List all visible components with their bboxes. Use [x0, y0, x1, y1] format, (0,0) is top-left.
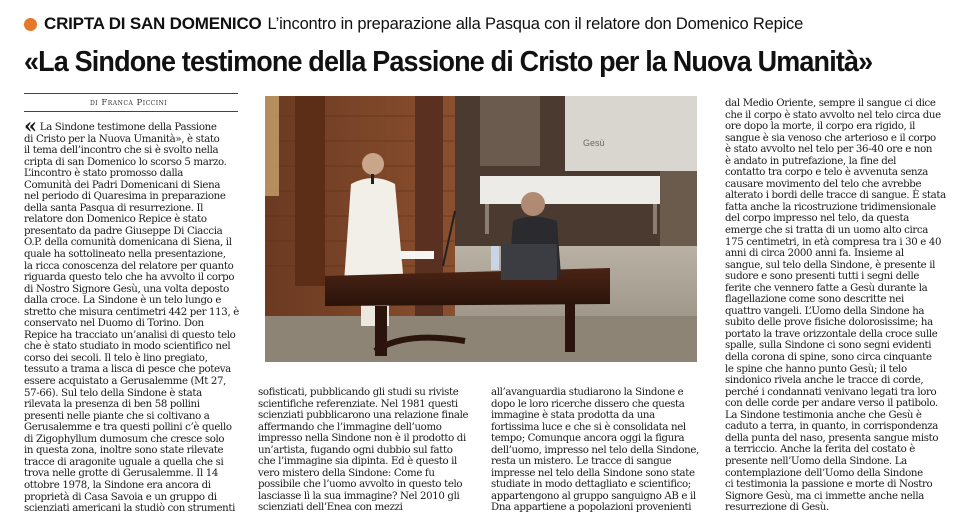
column-line: ferite che vennero fatte a Gesù durante la [725, 282, 928, 294]
column-line: della corona di spine, sono circa cinquante [725, 352, 932, 364]
column-line: resta un mistero. Le tracce di sangue [491, 456, 672, 468]
column-line: di Zigophyllum dumosum che cresce solo [24, 433, 225, 445]
byline: di Franca Piccini [90, 98, 168, 108]
kicker [24, 12, 803, 36]
column-line: O.P. della comunità domenicana di Siena, il [24, 237, 232, 249]
column-line: causare movimento del telo che avrebbe [725, 178, 922, 190]
column-line: Repice ha tracciato un’analisi di questo telo [24, 329, 236, 341]
column-line: trova nelle grotte di Gerusalemme. Il 14 [24, 468, 219, 480]
column-line: relatore don Domenico Repice è stato [24, 214, 207, 226]
column-line: che l’immagine sia dipinta. Ed è questo il [258, 456, 457, 468]
column-line: è andato in putrefazione, la fine del [725, 155, 897, 167]
column-line: emerge che si tratta di un uomo alto circa [725, 225, 928, 237]
orange-bullet-icon [24, 18, 37, 31]
column-line: immagine è stata prodotta da una [491, 410, 655, 422]
column-line: anni di circa 2000 anni fa. Insieme al [725, 248, 904, 260]
column-line: all’avanguardia studiarono la Sindone e [491, 387, 684, 398]
column-line: quattro vangeli. L’Uomo della Sindone ha [725, 305, 925, 317]
column-line: ci testimonia la passione e morte di Nostro [725, 479, 933, 491]
column-line: La Sindone testimonia anche che Gesù è [725, 409, 922, 421]
column-line: tempo; Comunque ancora oggi la figura [491, 433, 685, 445]
column-line: affermando che l’immagine dell’uomo [258, 421, 442, 433]
column-line: ore dopo la morte, il corpo era rigido, il [725, 121, 916, 133]
column-line: rilevata la presenza di ben 58 pollini [24, 399, 200, 411]
column-line: di Cristo per la Nuova Umanità», è stato [24, 133, 220, 145]
section-label: CRIPTA DI SAN DOMENICO [44, 14, 262, 33]
column-line: caduto a terra, in quanto, in corrispondenza [725, 421, 939, 433]
column-line: stretto che misura centimetri 442 per 113, è [24, 306, 239, 318]
column-line: contatto tra corpo e telo è avvenuta senza [725, 167, 928, 179]
column-line: presenti nelle piante che si coltivano a [24, 410, 210, 422]
column-line: appartengono al gruppo sanguigno AB e il [491, 490, 696, 502]
column-line: nel periodo di Quaresima in preparazione [24, 191, 226, 203]
column-line: presentato da padre Giuseppe Di Ciaccia [24, 225, 223, 237]
column-line: della santa Pasqua di resurrezione. Il [24, 202, 204, 214]
column-line: del corpo impresso nel telo, da questa [725, 213, 909, 225]
column-line: possibile che l’uomo avvolto in questo telo [258, 479, 463, 491]
column-line: impresse nel telo della Sindone sono state [491, 467, 695, 479]
column-line: che il corpo è stato avvolto nel telo circa due [725, 109, 941, 121]
column-line: resurrezione di Gesù. [725, 502, 829, 514]
article-column-1 [24, 113, 242, 515]
column-line: quale ha sottolineato nella presentazione, [24, 249, 226, 261]
column-line: sudore e sono presenti tutti i segni delle [725, 271, 920, 283]
column-line: le spine che hanno punto Gesù; il telo [725, 363, 907, 375]
column-line: scientifiche referenziate. Nel 1981 questi [258, 398, 458, 410]
column-line: 175 centimetri, in età compresa tra i 30 e 40 [725, 236, 942, 248]
column-line: tessuto a trama a lisca di pesce che poteva [24, 364, 231, 376]
subtitle: L’incontro in preparazione alla Pasqua con il relatore don Domenico Repice [267, 14, 804, 33]
article-column-3 [491, 387, 711, 514]
article-column-4 [725, 98, 947, 514]
column-line: che è stato studiato in modo scientifico nel [24, 341, 231, 353]
column-line: di Nostro Signore Gesù, una volta deposto [24, 283, 229, 295]
column-line: sangue, sul telo della Sindone, è presente il [725, 259, 936, 271]
byline-rule-bottom [24, 111, 238, 112]
column-line: Dna appartiene a popolazioni provenienti [491, 502, 692, 514]
column-line: essere acquistato a Gerusalemme (Mt 27, [24, 376, 227, 388]
column-line: tracce di aragonite uguale a quella che si [24, 456, 224, 468]
column-line: sindonico rivela anche le tracce di corde, [725, 375, 924, 387]
column-line: un’artista, fugando ogni dubbio sul fatto [258, 444, 453, 456]
article-photo [265, 96, 697, 362]
byline-rule-top [24, 93, 238, 94]
slide-text: Gesù [583, 138, 605, 148]
column-line: proprietà di Casa Savoia e un gruppo di [24, 491, 217, 503]
column-line: il tema dell’incontro che si è svolto nella [24, 145, 219, 157]
column-line: della punta del naso, presenta sangue misto [725, 432, 939, 444]
column-line: fortissima luce e che si è consolidata nel [491, 421, 686, 433]
column-line: dal Medio Oriente, sempre il sangue ci dice [725, 98, 936, 109]
column-line: ottobre 1978, la Sindone era ancora di [24, 479, 211, 491]
column-line: scienziati pubblicarono una relazione finale [258, 410, 469, 422]
column-line: subito delle prove fisiche dolorosissime; ha [725, 317, 933, 329]
column-line: a terriccio. Anche la ferita del costato è [725, 444, 915, 456]
column-line: riguarda questo telo che ha avvolto il corpo [24, 272, 235, 284]
column-line: presente nell’Uomo della Sindone. La [725, 455, 907, 467]
column-line: in questa zona, inoltre sono state rilevate [24, 445, 224, 457]
column-line: perché i condannati venivano legati tra loro [725, 386, 937, 398]
column-line: L’incontro è stato promosso dalla [24, 168, 184, 180]
column-line: sangue è sia venoso che arterioso e il corpo [725, 132, 936, 144]
column-line: con delle corde per andare verso il patibolo. [725, 398, 938, 410]
column-line: « La Sindone testimone della Passione [24, 113, 217, 138]
column-line: fatta anche la ricostruzione tridimensionale [725, 201, 936, 213]
article-column-2 [258, 387, 478, 514]
column-line: Signore Gesù, ma ci immette anche nella [725, 490, 924, 502]
column-line: Gerusalemme e tra questi pollini c’è quello [24, 422, 232, 434]
column-line: studiate in modo dettagliato e scientifico; [491, 479, 691, 491]
column-line: è stato avvolto nel telo per 36-40 ore e non [725, 144, 933, 156]
column-line: conservato nel Duomo di Torino. Don [24, 318, 204, 330]
column-line: alterato i bordi delle tracce di sangue. È stata [725, 190, 946, 202]
column-line: spalle, sulla Sindone ci sono segni evidenti [725, 340, 932, 352]
column-line: vero mistero della Sindone: Come fu [258, 467, 435, 479]
column-line: scienziati dell’Enea con mezzi [258, 502, 403, 514]
column-line: dell’uomo, impresso nel telo della Sindone, [491, 444, 699, 456]
column-line: impresso nella Sindone non è il prodotto di [258, 433, 466, 445]
column-line: dopo le loro ricerche dissero che questa [491, 398, 685, 410]
column-line: sofisticati, pubblicando gli studi su riviste [258, 387, 459, 398]
column-line: corso dei secoli. Il telo è lino pregiato, [24, 352, 208, 364]
column-line: dalla croce. La Sindone è un telo lungo e [24, 295, 222, 307]
column-line: scienziati americani la studiò con strumenti [24, 503, 235, 515]
column-line: 57-66). Sul telo della Sindone è stata [24, 387, 202, 399]
column-line: flagellazione come sono descritte nei [725, 294, 904, 306]
column-line: lasciasse lì la sua immagine? Nel 2010 gli [258, 490, 460, 502]
column-line: cripta di san Domenico lo scorso 5 marzo. [24, 156, 227, 168]
column-line: contemplazione dell’Uomo della Sindone [725, 467, 923, 479]
column-line: la ricca conoscenza del relatore per quanto [24, 260, 234, 272]
headline: «La Sindone testimone della Passione di Cristo per la Nuova Umanità» [24, 46, 873, 78]
column-line: Comunità dei Padri Domenicani di Siena [24, 179, 221, 191]
opening-quote: « [24, 113, 37, 138]
column-line: portato la trave orizzontale della croce sulle [725, 328, 938, 340]
